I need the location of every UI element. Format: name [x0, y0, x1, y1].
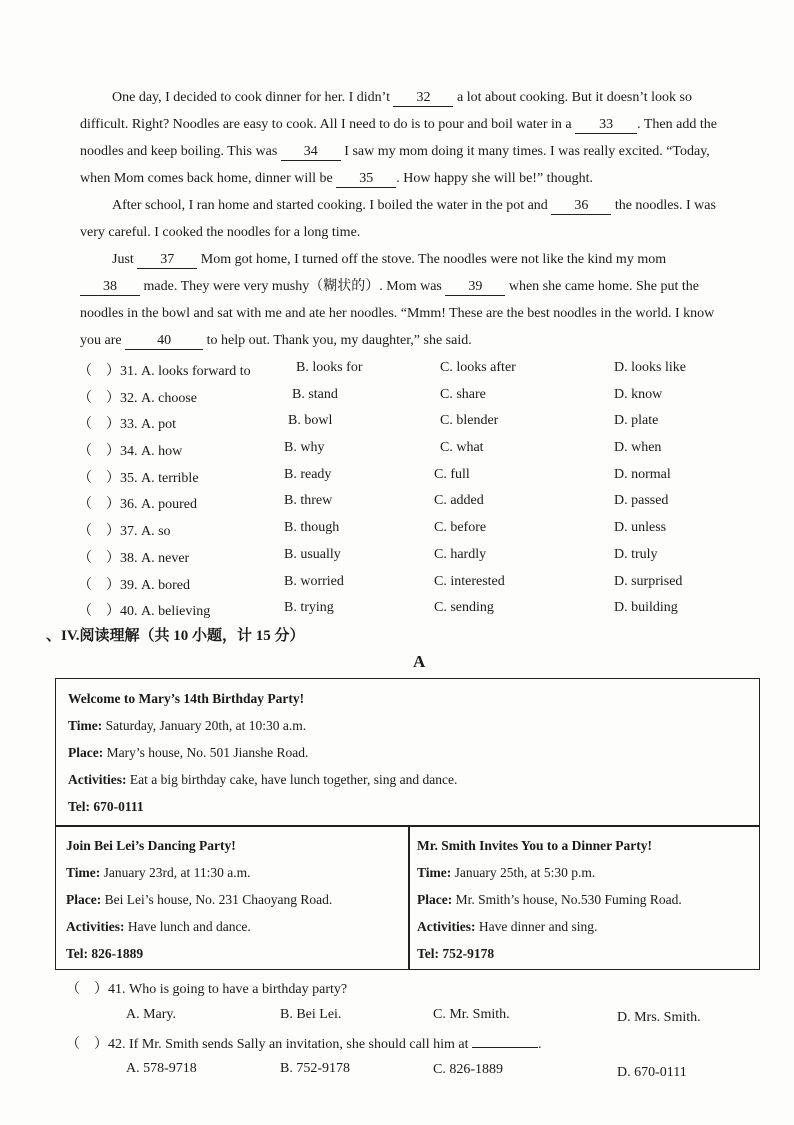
blank-35: 35 [336, 171, 396, 188]
cloze-paragraph-3 [80, 246, 770, 354]
option-a: （ ）35. A. terrible [78, 470, 199, 486]
option-a: （ ）39. A. bored [78, 577, 190, 593]
option-a: （ ）34. A. how [78, 444, 183, 460]
option-a: A. 578-9718 [126, 1061, 197, 1076]
text-line: 38 made. They were very mushy（糊状的）. Mom was 39 when she came home. She put the [80, 273, 770, 300]
option-row-38 [78, 543, 778, 570]
ad-activities: Activities: Have lunch and dance. [66, 919, 251, 934]
text-line: Just 37 Mom got home, I turned off the stove. The noodles were not like the kind my mom [112, 252, 667, 267]
ad-time: Time: January 23rd, at 11:30 a.m. [66, 865, 251, 880]
option-a: （ ）40. A. believing [78, 604, 211, 620]
option-b: B. Bei Lei. [280, 1007, 342, 1022]
ad-place: Place: Mary’s house, No. 501 Jianshe Road. [68, 745, 309, 760]
ad-place: Place: Bei Lei’s house, No. 231 Chaoyang Road. [66, 892, 333, 907]
option-a: （ ）37. A. so [78, 524, 171, 540]
option-b: B. why [284, 440, 325, 456]
option-a: A. Mary. [126, 1007, 177, 1022]
cloze-paragraph-1 [80, 84, 770, 192]
option-d: D. 670-0111 [617, 1065, 687, 1080]
option-d: D. Mrs. Smith. [617, 1010, 701, 1025]
option-c: C. added [434, 493, 484, 509]
ad-tel: Tel: 670-0111 [68, 799, 144, 814]
option-d: D. surprised [614, 573, 683, 589]
option-row-40 [78, 596, 778, 623]
option-b: B. stand [292, 386, 338, 402]
blank-37: 37 [137, 252, 197, 269]
option-b: B. threw [284, 493, 333, 509]
option-c: C. before [434, 520, 487, 536]
option-a: （ ）38. A. never [78, 550, 190, 566]
option-c: C. 826-1889 [433, 1062, 503, 1077]
option-d: D. truly [614, 546, 658, 562]
option-b: B. bowl [288, 413, 333, 429]
bullet-dot: 、 [46, 628, 62, 644]
option-row-32 [78, 383, 778, 410]
option-c: C. share [440, 386, 486, 402]
text-line: noodles and keep boiling. This was 34 I saw my mom doing it many times. I was really excited. “Today, [80, 144, 710, 159]
blank-36: 36 [551, 198, 611, 215]
option-d: D. know [614, 386, 663, 402]
option-b: B. trying [284, 600, 334, 616]
option-d: D. plate [614, 413, 659, 429]
question-42-stem: （ ）42. If Mr. Smith sends Sally an invitation, she should call him at . [66, 1033, 541, 1053]
blank-33: 33 [575, 117, 637, 134]
option-d: D. normal [614, 466, 671, 482]
option-c: C. what [440, 440, 484, 456]
option-c: C. hardly [434, 546, 487, 562]
option-d: D. unless [614, 520, 667, 536]
option-c: C. looks after [440, 360, 516, 375]
option-b: B. ready [284, 466, 332, 482]
option-d: D. looks like [614, 360, 686, 375]
option-row-37 [78, 516, 778, 543]
text-line: you are 40 to help out. Thank you, my daughter,” she said. [80, 333, 472, 348]
option-c: C. full [434, 466, 470, 482]
blank-32: 32 [393, 90, 453, 107]
blank-39: 39 [445, 279, 505, 296]
option-row-31 [78, 356, 778, 383]
ad-place: Place: Mr. Smith’s house, No.530 Fuming Road. [417, 892, 682, 907]
option-d: D. passed [614, 493, 669, 509]
question-41-stem: （ ）41. Who is going to have a birthday party? [66, 982, 348, 997]
option-row-34 [78, 436, 778, 463]
ad-box-smith [408, 825, 760, 970]
option-b: B. 752-9178 [280, 1061, 350, 1076]
text-line: when Mom comes back home, dinner will be 35 . How happy she will be!” thought. [80, 171, 593, 186]
ad-activities: Activities: Have dinner and sing. [417, 919, 598, 934]
ad-title: Welcome to Mary’s 14th Birthday Party! [68, 691, 305, 706]
option-a: （ ）33. A. pot [78, 417, 176, 433]
option-b: B. looks for [296, 360, 363, 375]
option-a: （ ）32. A. choose [78, 390, 197, 406]
ad-title: Mr. Smith Invites You to a Dinner Party! [417, 838, 652, 853]
blank-34: 34 [281, 144, 341, 161]
option-row-36 [78, 489, 778, 516]
option-c: C. sending [434, 600, 494, 616]
ad-tel: Tel: 826-1889 [66, 946, 144, 961]
option-c: C. interested [434, 573, 505, 589]
option-d: D. building [614, 600, 678, 616]
option-row-35 [78, 463, 778, 490]
option-row-39 [78, 570, 778, 597]
ad-box-mary [55, 678, 760, 827]
text-line: very careful. I cooked the noodles for a long time. [80, 225, 361, 240]
blank-40: 40 [125, 333, 203, 350]
option-d: D. when [614, 440, 662, 456]
option-c: C. blender [440, 413, 499, 429]
blank-38: 38 [80, 279, 140, 296]
option-c: C. Mr. Smith. [433, 1007, 510, 1022]
ad-activities: Activities: Eat a big birthday cake, have lunch together, sing and dance. [68, 772, 458, 787]
text-line: After school, I ran home and started cooking. I boiled the water in the pot and 36 the noodles. I was [112, 198, 716, 213]
answer-blank [472, 1033, 538, 1048]
cloze-paragraph-2 [80, 192, 770, 246]
section-heading: 、IV.阅读理解（共 10 小题，计 15 分） [46, 628, 305, 644]
option-a: （ ）31. A. looks forward to [78, 364, 251, 379]
ad-tel: Tel: 752-9178 [417, 946, 495, 961]
option-row-33 [78, 409, 778, 436]
text-line: noodles in the bowl and sat with me and ate her noodles. “Mmm! These are the best noodles in the world. I know [80, 306, 715, 321]
text-line: difficult. Right? Noodles are easy to cook. All I need to do is to pour and boil water in a 33 . Then add the [80, 117, 717, 132]
ad-box-beilei [55, 825, 410, 970]
option-b: B. though [284, 520, 340, 536]
ad-time: Time: January 25th, at 5:30 p.m. [417, 865, 596, 880]
option-a: （ ）36. A. poured [78, 497, 197, 513]
passage-label: A [413, 652, 426, 671]
text-line: One day, I decided to cook dinner for her. I didn’t 32 a lot about cooking. But it doesn’t look so [112, 90, 692, 105]
ad-time: Time: Saturday, January 20th, at 10:30 a.m. [68, 718, 307, 733]
option-b: B. usually [284, 546, 341, 562]
option-b: B. worried [284, 573, 344, 589]
options-table [78, 356, 778, 623]
ad-title: Join Bei Lei’s Dancing Party! [66, 838, 236, 853]
